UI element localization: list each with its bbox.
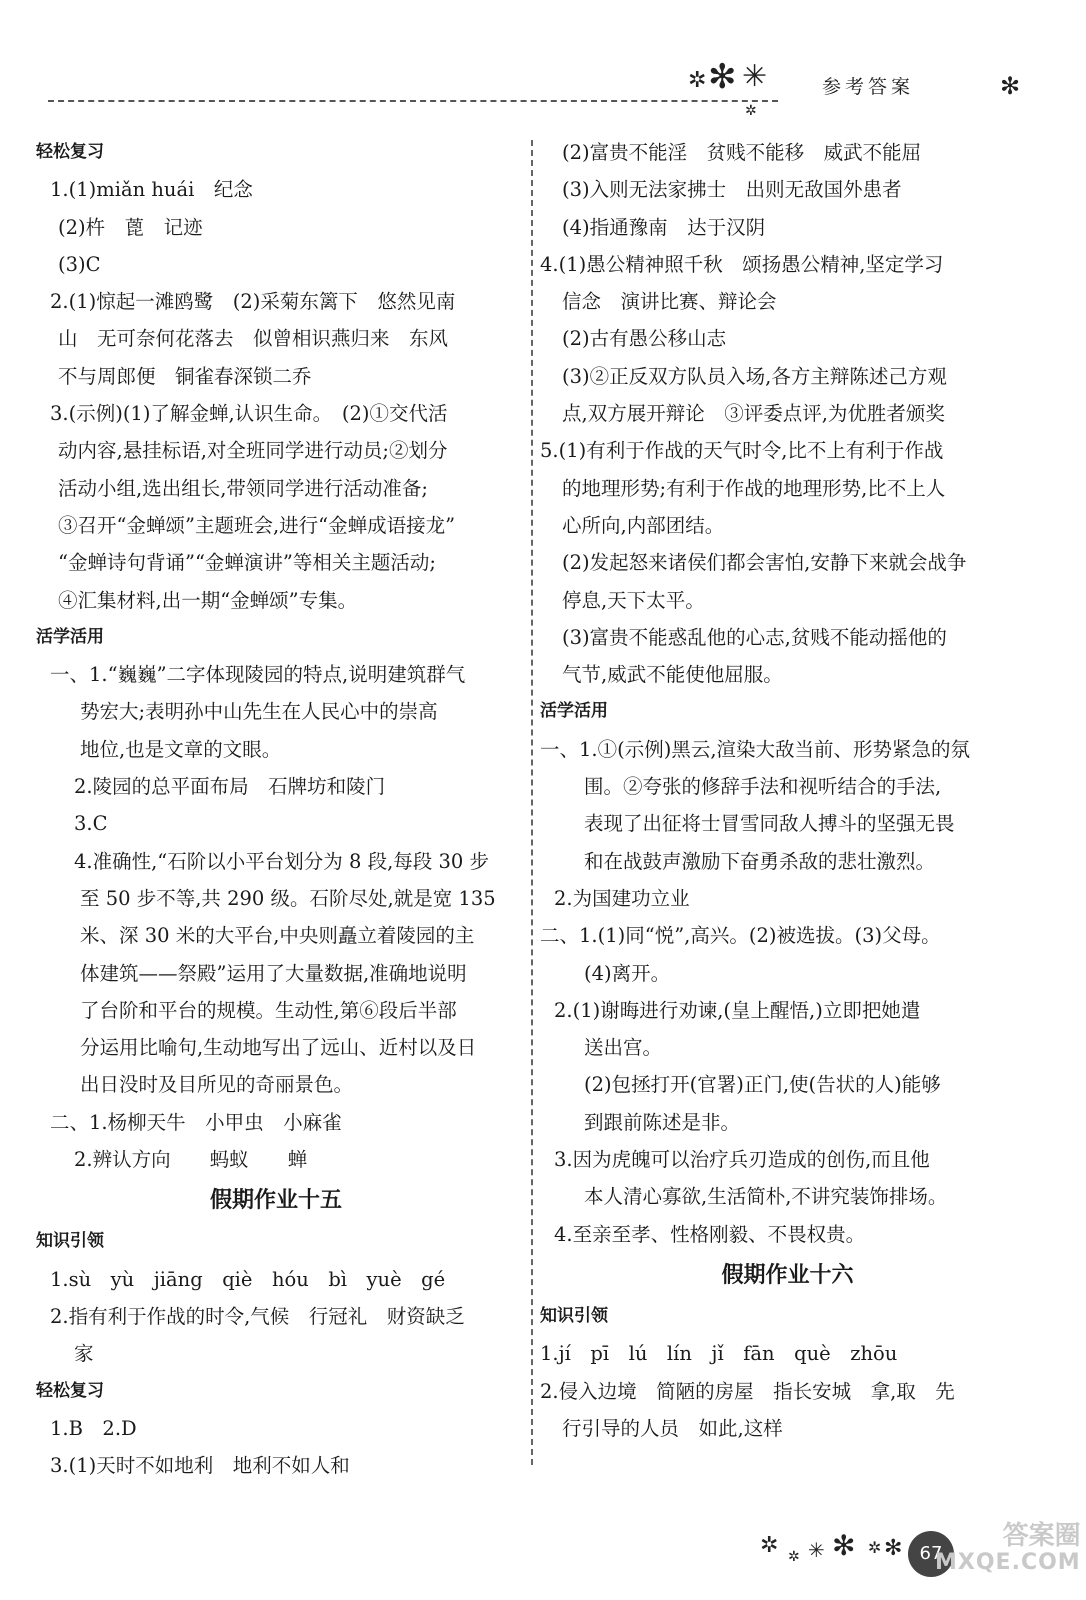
section-heading: 轻松复习	[36, 142, 104, 162]
flower-ornament-icon: ✳	[808, 1538, 825, 1562]
answer-line: 1.sù yù jiāng qiè hóu bì yuè gé	[50, 1267, 446, 1291]
watermark-url: MXQE.COM	[935, 1549, 1081, 1575]
answer-line: 山 无可奈何花落去 似曾相识燕归来 东风	[58, 327, 449, 351]
answer-line: 和在战鼓声激励下奋勇杀敌的悲壮激烈。	[584, 849, 936, 873]
section-heading: 轻松复习	[36, 1380, 104, 1401]
answer-line: 家	[74, 1342, 94, 1366]
flower-ornament-icon: ✲	[788, 1549, 800, 1565]
page-number: 67	[908, 1531, 954, 1577]
flower-ornament-icon: ✳	[742, 59, 768, 94]
answer-line: (3)C	[58, 252, 101, 276]
flower-ornament-icon: ✲	[745, 103, 757, 119]
answer-line: 5.(1)有利于作战的天气时令,比不上有利于作战	[540, 439, 944, 463]
answer-line: 至 50 步不等,共 290 级。石阶尽处,就是宽 135	[80, 886, 496, 910]
answer-line: 2.为国建功立业	[554, 886, 690, 910]
right-column	[540, 134, 1035, 1447]
answer-line: 出日没时及目所见的奇丽景色。	[80, 1073, 354, 1097]
answer-line: 分运用比喻句,生动地写出了远山、近村以及日	[80, 1036, 477, 1060]
answer-line: 活动小组,选出组长,带领同学进行活动准备;	[58, 476, 428, 500]
homework-title: 假期作业十五	[209, 1188, 342, 1214]
flower-ornament-icon: ✻	[1000, 72, 1021, 100]
watermark	[935, 1522, 1081, 1575]
answer-line: 地位,也是文章的文眼。	[80, 737, 282, 761]
flower-ornament-icon: ✻	[884, 1536, 903, 1561]
answer-line: (2)富贵不能淫 贫贱不能移 威武不能屈	[562, 141, 922, 164]
flower-ornament-icon: ✲	[688, 68, 707, 93]
answer-line: 2.(1)谢晦进行劝谏,(皇上醒悟,)立即把她遣	[554, 998, 921, 1022]
answer-line: “金蝉诗句背诵”“金蝉演讲”等相关主题活动;	[58, 551, 436, 575]
answer-line: 4.(1)愚公精神照千秋 颂扬愚公精神,坚定学习	[540, 252, 944, 276]
answer-line: 2.(1)惊起一滩鸥鹭 (2)采菊东篱下 悠然见南	[50, 290, 456, 314]
answer-line: 2.陵园的总平面布局 石牌坊和陵门	[74, 775, 386, 799]
answer-line: 气节,威武不能使他屈服。	[562, 663, 783, 687]
answer-line: ③召开“金蝉颂”主题班会,进行“金蝉成语接龙”	[58, 513, 456, 537]
flower-ornament-icon: ✻	[832, 1529, 856, 1562]
answer-line: (2)包拯打开(官署)正门,使(告状的人)能够	[584, 1073, 941, 1097]
answer-line: 信念 演讲比赛、辩论会	[562, 290, 777, 314]
answer-line: 二、1.(1)同“悦”,高兴。(2)被选拔。(3)父母。	[540, 924, 941, 948]
answer-line: 体建筑——祭殿”运用了大量数据,准确地说明	[80, 961, 467, 985]
header-title: 参考答案	[822, 76, 915, 98]
answer-line: 到跟前陈述是非。	[584, 1110, 741, 1134]
answer-line: 动内容,悬挂标语,对全班同学进行动员;②划分	[58, 439, 448, 463]
answer-line: (2)杵 蓖 记迹	[58, 215, 203, 239]
answer-line: 1.B 2.D	[50, 1416, 137, 1440]
section-heading: 活学活用	[540, 701, 608, 722]
answer-line: 一、1.“巍巍”二字体现陵园的特点,说明建筑群气	[50, 663, 466, 687]
flower-ornament-icon: ✲	[760, 1533, 779, 1558]
answer-line: 4.至亲至孝、性格刚毅、不畏权贵。	[554, 1222, 866, 1246]
watermark-logo-text: 答案圈	[1002, 1521, 1081, 1551]
answer-line: ④汇集材料,出一期“金蝉颂”专集。	[58, 588, 358, 612]
answer-line: 二、1.杨柳天牛 小甲虫 小麻雀	[50, 1110, 342, 1134]
answer-line: (3)②正反双方队员入场,各方主辩陈述己方观	[562, 364, 947, 388]
answer-line: 不与周郎便 铜雀春深锁二乔	[58, 364, 312, 388]
answer-line: 表现了出征将士冒雪同敌人搏斗的坚强无畏	[584, 812, 955, 836]
answer-line: 的地理形势;有利于作战的地理形势,比不上人	[562, 476, 946, 500]
answer-line: 3.C	[74, 812, 108, 836]
answer-line: 停息,天下太平。	[562, 588, 705, 612]
section-heading: 知识引领	[540, 1305, 608, 1326]
answer-line: 围。②夸张的修辞手法和视听结合的手法,	[584, 775, 942, 799]
answer-line: 点,双方展开辩论 ③评委点评,为优胜者颁奖	[562, 402, 945, 426]
answer-line: (3)入则无法家拂士 出则无敌国外患者	[562, 178, 902, 202]
answer-line: (2)古有愚公移山志	[562, 327, 727, 351]
answer-line: 1.(1)miǎn huái 纪念	[50, 178, 253, 202]
answer-line: 送出宫。	[584, 1036, 663, 1060]
answer-line: 3.(示例)(1)了解金蝉,认识生命。 (2)①交代活	[50, 402, 448, 426]
answer-line: 2.辨认方向 蚂蚁 蝉	[74, 1148, 308, 1172]
answer-line: 心所向,内部团结。	[562, 513, 725, 537]
section-heading: 知识引领	[36, 1231, 104, 1252]
section-heading: 活学活用	[36, 626, 104, 647]
answer-line: (4)指通豫南 达于汉阴	[562, 215, 766, 239]
answer-line: (2)发起怒来诸侯们都会害怕,安静下来就会战争	[562, 551, 967, 575]
homework-title: 假期作业十六	[721, 1262, 854, 1288]
answer-line: (3)富贵不能惑乱他的心志,贫贱不能动摇他的	[562, 625, 947, 649]
answer-line: 2.侵入边境 简陋的房屋 指长安城 拿,取 先	[540, 1379, 955, 1403]
answer-line: 势宏大;表明孙中山先生在人民心中的崇高	[80, 700, 438, 724]
column-divider	[531, 140, 533, 1465]
flower-ornament-icon: ✻	[708, 57, 737, 97]
answer-line: 行引导的人员 如此,这样	[562, 1416, 783, 1440]
answer-line: 本人清心寡欲,生活简朴,不讲究装饰排场。	[584, 1185, 948, 1209]
answer-line: 1.jí pī lú lín jǐ fān què zhōu	[540, 1342, 898, 1366]
answer-line: 米、深 30 米的大平台,中央则矗立着陵园的主	[80, 924, 475, 948]
answer-line: 3.(1)天时不如地利 地利不如人和	[50, 1454, 350, 1478]
answer-line: 了台阶和平台的规模。生动性,第⑥段后半部	[80, 998, 457, 1022]
flower-ornament-icon: ✲	[868, 1538, 882, 1557]
answer-line: (4)离开。	[584, 961, 671, 985]
answer-line: 一、1.①(示例)黑云,渲染大敌当前、形势紧急的氛	[540, 737, 971, 761]
answer-line: 2.指有利于作战的时令,气候 行冠礼 财资缺乏	[50, 1304, 465, 1328]
left-column	[36, 134, 516, 1484]
answer-line: 4.准确性,“石阶以小平台划分为 8 段,每段 30 步	[74, 849, 489, 873]
header-divider	[48, 100, 778, 102]
answer-line: 3.因为虎魄可以治疗兵刃造成的创伤,而且他	[554, 1148, 930, 1172]
